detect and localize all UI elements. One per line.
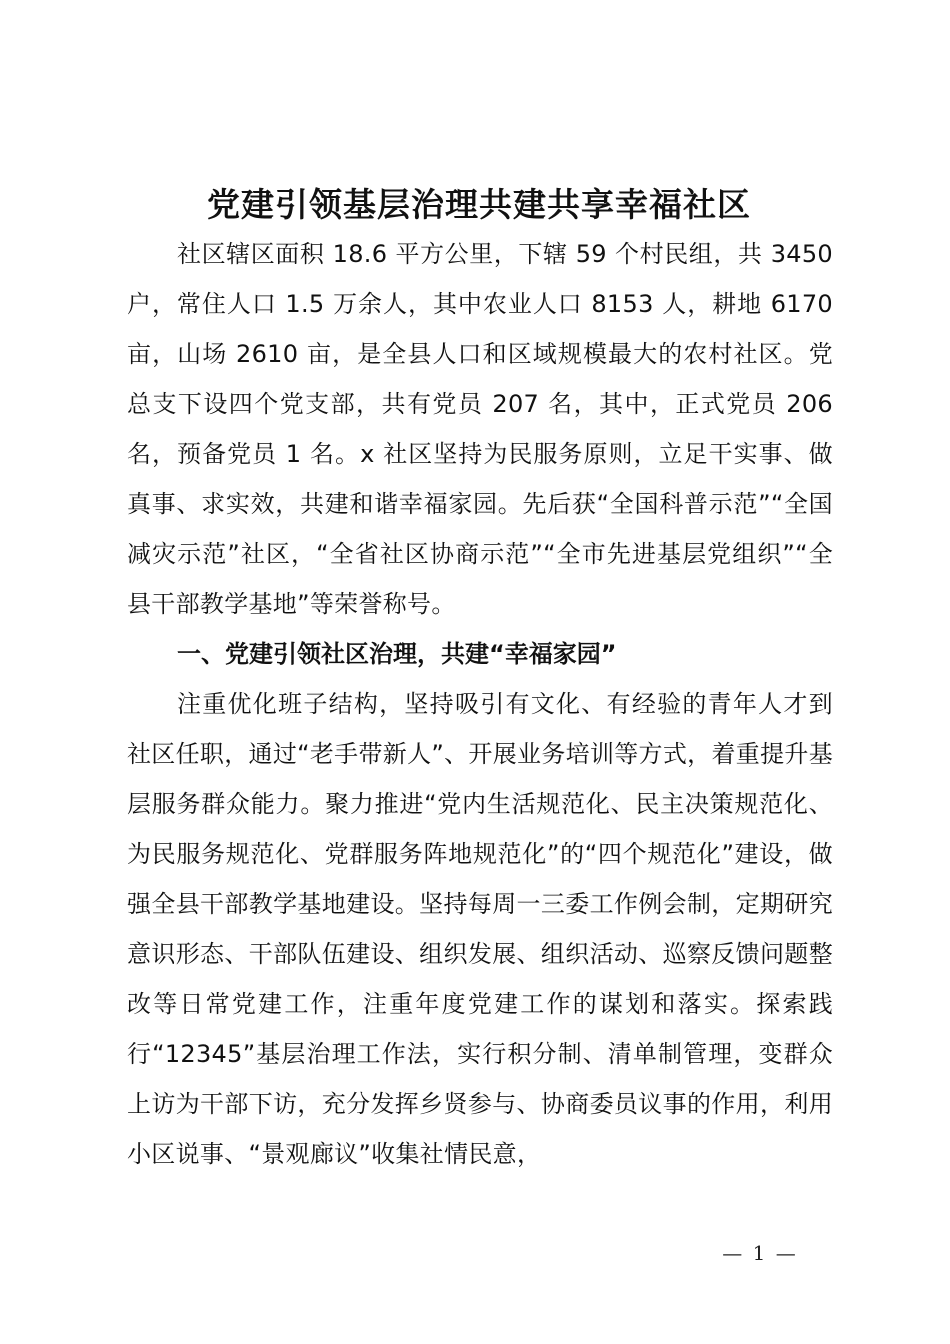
intro-paragraph: 社区辖区面积 18.6 平方公里，下辖 59 个村民组，共 3450 户，常住人口 1.5 万余人，其中农业人口 8153 人，耕地 6170 亩，山场 2610 亩，是全县人口和区域规模最大的农村社区。党总支下设四个党支部，共有党员 207 名，其中，正式党员 206 名，预备党员 1 名。x 社区坚持为民服务原则，立足干实事、做真事、求实效，共建和谐幸福家园。先后获“全国科普示范”“全国减灾示范”社区，“全省社区协商示范”“全市先进基层党组织”“全县干部教学基地”等荣誉称号。 xyxy=(127,240,833,618)
document-title: 党建引领基层治理共建共享幸福社区 xyxy=(207,185,751,224)
section-heading: 一、党建引领社区治理，共建“幸福家园” xyxy=(177,640,617,668)
section-paragraph: 注重优化班子结构，坚持吸引有文化、有经验的青年人才到社区任职，通过“老手带新人”、开展业务培训等方式，着重提升基层服务群众能力。聚力推进“党内生活规范化、民主决策规范化、为民服务规范化、党群服务阵地规范化”的“四个规范化”建设，做强全县干部教学基地建设。坚持每周一三委工作例会制，定期研究意识形态、干部队伍建设、组织发展、组织活动、巡察反馈问题整改等日常党建工作，注重年度党建工作的谋划和落实。探索践行“12345”基层治理工作法，实行积分制、清单制管理，变群众上访为干部下访，充分发挥乡贤参与、协商委员议事的作用，利用小区说事、“景观廊议”收集社情民意， xyxy=(127,690,833,1168)
page-number: — 1 — xyxy=(722,1241,798,1265)
document-body xyxy=(127,229,833,1179)
